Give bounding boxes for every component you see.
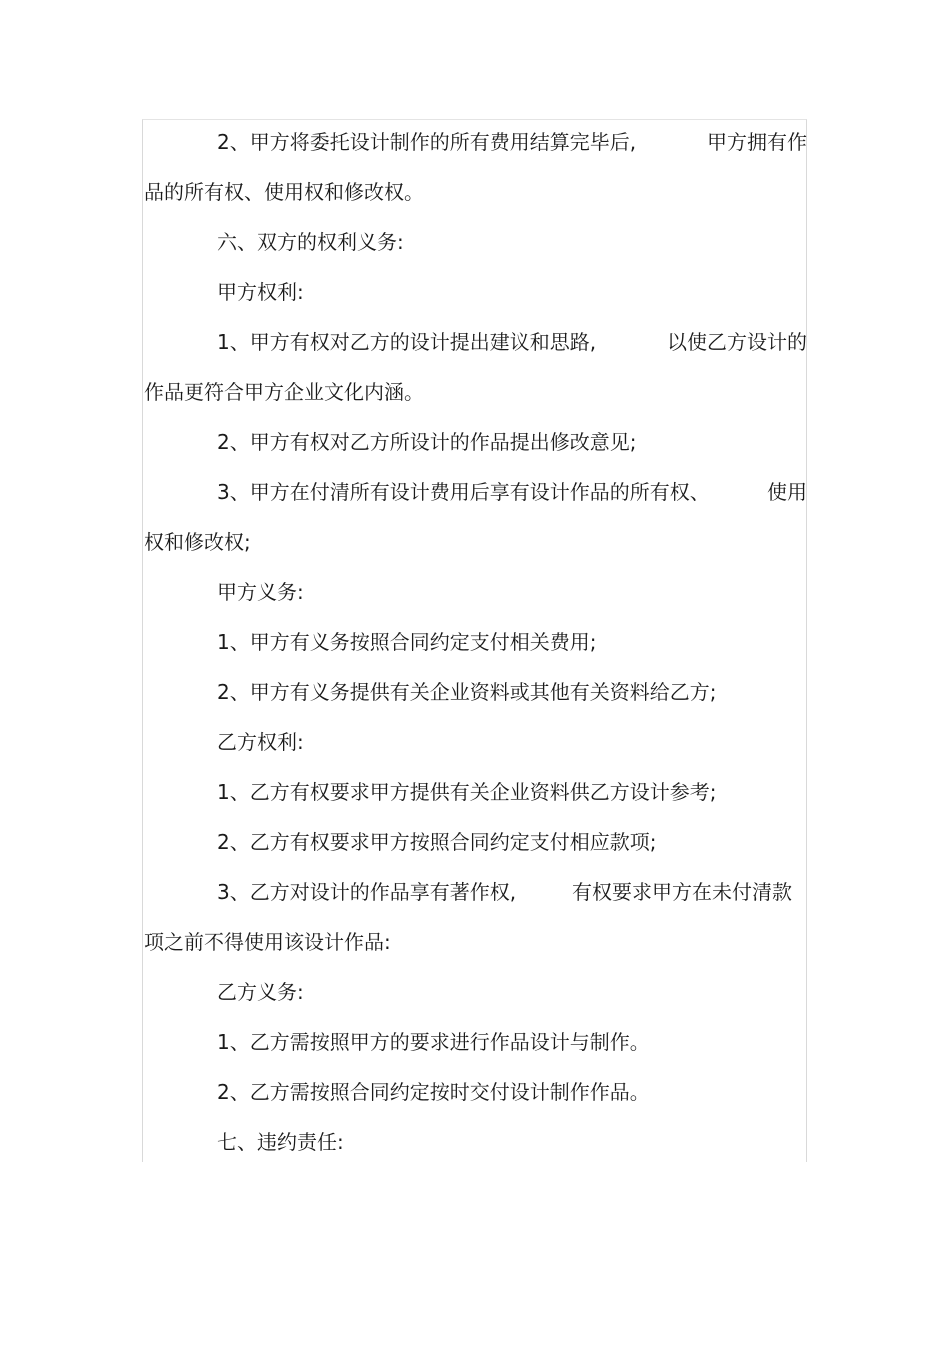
paragraph-line: 2、甲方有义务提供有关企业资料或其他有关资料给乙方; — [217, 680, 717, 704]
paragraph-line — [217, 478, 807, 506]
paragraph-line — [217, 878, 792, 906]
line-text-end: 使用 — [767, 480, 807, 504]
paragraph-line: 1、乙方需按照甲方的要求进行作品设计与制作。 — [217, 1030, 650, 1054]
paragraph-line: 项之前不得使用该设计作品: — [144, 930, 391, 954]
paragraph-line: 1、甲方有义务按照合同约定支付相关费用; — [217, 630, 597, 654]
paragraph-line: 作品更符合甲方企业文化内涵。 — [144, 380, 424, 404]
section-heading: 七、违约责任: — [217, 1130, 344, 1154]
subsection-heading: 甲方权利: — [217, 280, 304, 304]
subsection-heading: 甲方义务: — [217, 580, 304, 604]
line-text-end: 有权要求甲方在未付清款 — [572, 880, 792, 904]
paragraph-line — [217, 128, 807, 156]
paragraph-line: 权和修改权; — [144, 530, 251, 554]
paragraph-line — [217, 328, 807, 356]
section-heading: 六、双方的权利义务: — [217, 230, 404, 254]
paragraph-line: 2、甲方有权对乙方所设计的作品提出修改意见; — [217, 430, 637, 454]
paragraph-line: 2、乙方需按照合同约定按时交付设计制作作品。 — [217, 1080, 650, 1104]
line-text-end: 以使乙方设计的 — [667, 330, 807, 354]
line-text-end: 甲方拥有作 — [707, 130, 807, 154]
subsection-heading: 乙方权利: — [217, 730, 304, 754]
subsection-heading: 乙方义务: — [217, 980, 304, 1004]
line-text-start: 2、甲方将委托设计制作的所有费用结算完毕后, — [217, 130, 637, 154]
paragraph-line: 2、乙方有权要求甲方按照合同约定支付相应款项; — [217, 830, 657, 854]
line-text-start: 1、甲方有权对乙方的设计提出建议和思路, — [217, 330, 597, 354]
paragraph-line: 1、乙方有权要求甲方提供有关企业资料供乙方设计参考; — [217, 780, 717, 804]
line-text-start: 3、乙方对设计的作品享有著作权, — [217, 880, 517, 904]
paragraph-line: 品的所有权、使用权和修改权。 — [144, 180, 424, 204]
line-text-start: 3、甲方在付清所有设计费用后享有设计作品的所有权、 — [217, 480, 710, 504]
